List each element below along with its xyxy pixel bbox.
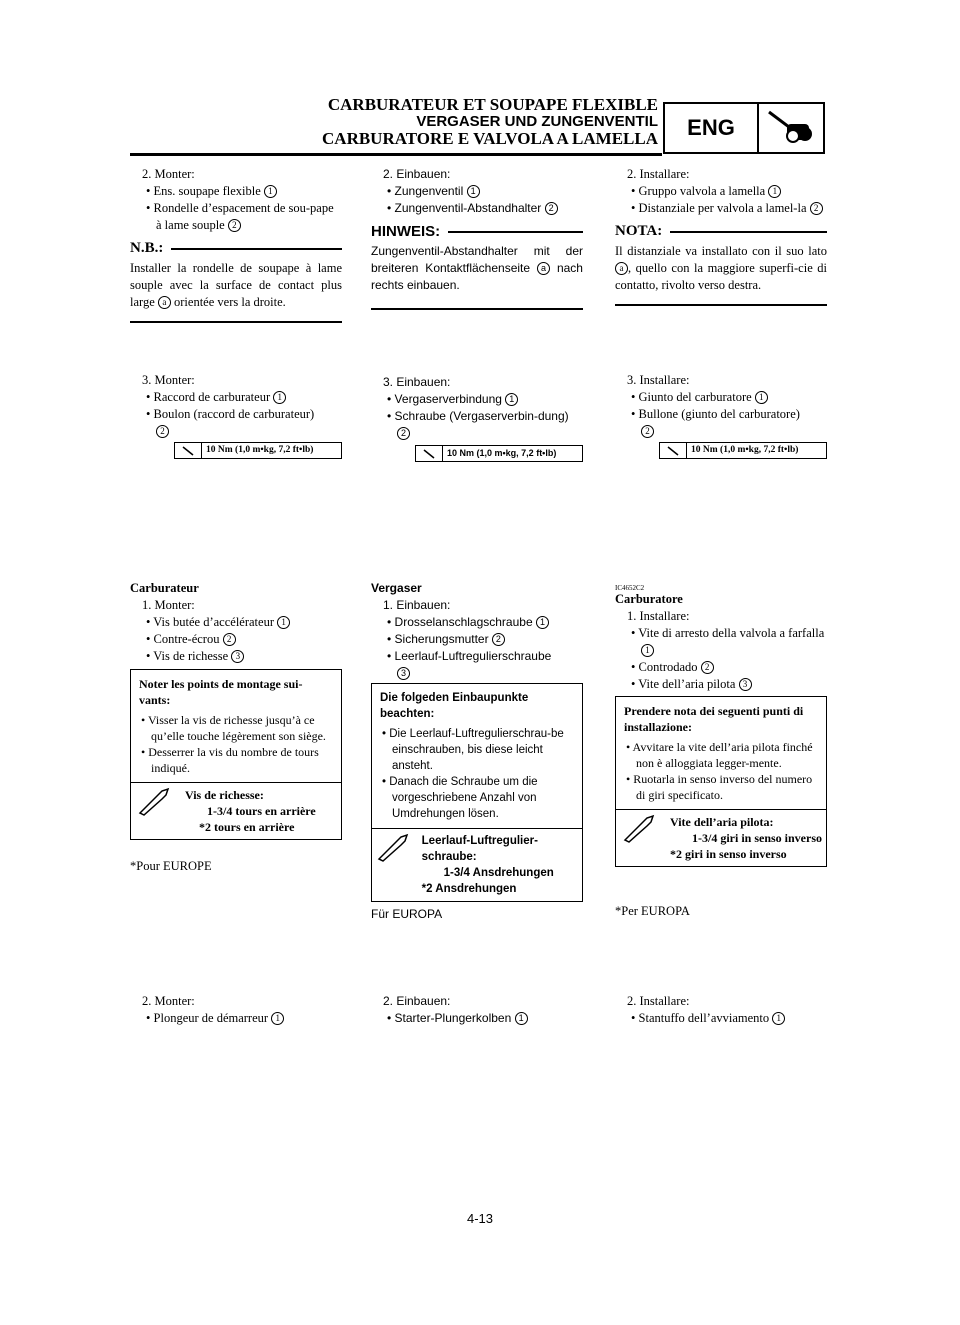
fr-carb-item3: • Vis de richesse 3 — [130, 648, 342, 665]
it-step2-title: 2. Installare: — [627, 167, 690, 181]
de-note-heading: HINWEIS: — [371, 223, 583, 240]
it-step3-title: 3. Installare: — [627, 373, 690, 387]
de-box-bullet1: • Die Leerlauf-Luftregulierschrau-be einschrauben, bis diese leicht ansteht. — [382, 728, 564, 772]
de-note-text: Zungenventil-Abstandhalter mit der breiteren Kontaktflächenseite a nach rechts einbauen. — [371, 244, 583, 292]
it-carburetor-section — [615, 591, 827, 693]
fr-carb-step1-title: 1. Monter: — [142, 598, 195, 612]
header-rule — [130, 153, 662, 156]
fr-step3 — [130, 372, 342, 440]
it-note-text: Il distanziale va installato con il suo lato a , quello con la maggiore superfi-cie di contatto, rivolto verso destra. — [615, 244, 827, 292]
de-box-value-label: Leerlauf-Luftregulier-schraube: — [421, 835, 538, 863]
it-torque-value: 10 Nm (1,0 m•kg, 7,2 ft•lb) — [691, 445, 799, 455]
it-step3-item2: • Bullone (giunto del carburatore) 2 — [631, 407, 800, 436]
de-torque-spec — [415, 445, 583, 462]
de-box-value-2: *2 Ansdrehungen — [421, 883, 517, 895]
de-step2-plunger — [371, 993, 583, 1027]
engine-wrench-icon — [759, 104, 823, 152]
screwdriver-icon — [616, 810, 666, 866]
fr-note-end-rule — [130, 321, 342, 323]
title-italian: CARBURATORE E VALVOLA A LAMELLA — [322, 129, 658, 148]
fr-carb-item2: • Contre-écrou 2 — [130, 631, 342, 648]
fr-step3-item1: • Raccord de carburateur 1 — [130, 389, 342, 406]
fr-footnote: *Pour EUROPE — [130, 859, 212, 873]
de-c2-item1: • Starter-Plungerkolben 1 — [371, 1010, 583, 1027]
torque-wrench-icon — [660, 443, 687, 458]
fr-step3-item2: • Boulon (raccord de carburateur) 2 — [146, 407, 315, 436]
it-box-heading: Prendere nota dei seguenti punti di installazione: — [624, 704, 804, 734]
fr-box-value-label: Vis de richesse: — [185, 788, 264, 802]
fr-carb-item1: • Vis butée d’accélérateur 1 — [130, 614, 342, 631]
it-carb-item3: • Vite dell’aria pilota 3 — [615, 676, 827, 693]
it-box-value-1: 1-3/4 giri in senso inverso — [692, 831, 823, 845]
de-box-bullet2: • Danach die Schraube um die vorgeschriebene Anzahl von Umdrehungen lösen. — [382, 776, 538, 820]
fr-c2-title: 2. Monter: — [142, 994, 195, 1008]
column-italian-upper — [615, 166, 827, 306]
it-step2-item1: • Gruppo valvola a lamella 1 — [615, 183, 827, 200]
fr-torque-value: 10 Nm (1,0 m•kg, 7,2 ft•lb) — [206, 445, 314, 455]
it-box-value-2: *2 giri in senso inverso — [670, 847, 787, 861]
fr-box-value-2: *2 tours en arrière — [199, 820, 295, 834]
torque-wrench-icon — [416, 446, 443, 461]
it-note-heading: NOTA: — [615, 223, 827, 240]
de-carb-title: Vergaser — [371, 581, 422, 595]
it-step3-item1: • Giunto del carburatore 1 — [615, 389, 827, 406]
title-german: VERGASER UND ZUNGENVENTIL — [416, 113, 658, 130]
de-c2-title: 2. Einbauen: — [383, 994, 451, 1008]
it-ref-code: IC4652C2 — [615, 584, 645, 592]
fr-step2-title: 2. Monter: — [142, 167, 195, 181]
de-note-end-rule — [371, 308, 583, 310]
de-step3-item1: • Vergaserverbindung 1 — [371, 391, 583, 408]
fr-note-heading: N.B.: — [130, 240, 342, 257]
it-carb-item1: • Vite di arresto della valvola a farfalla 1 — [631, 626, 825, 655]
it-instruction-box — [615, 696, 827, 867]
fr-step2-item2: • Rondelle d’espacement de sou-pape à lame souple 2 — [146, 201, 334, 232]
section-label: ENG — [665, 104, 759, 152]
fr-note-text: Installer la rondelle de soupape à lame souple avec la surface de contact plus large a orientée vers la droite. — [130, 261, 342, 309]
de-carb-item1: • Drosselanschlagschraube 1 — [371, 614, 583, 631]
it-torque-spec — [659, 442, 827, 459]
de-step3 — [371, 374, 583, 442]
de-step2-item2: • Zungenventil-Abstandhalter 2 — [371, 200, 583, 217]
fr-carburetor-section — [130, 580, 342, 665]
column-german-upper — [371, 166, 583, 310]
fr-instruction-box — [130, 669, 342, 840]
column-french-upper — [130, 166, 342, 323]
it-carb-step1-title: 1. Installare: — [627, 609, 690, 623]
fr-box-value-1: 1-3/4 tours en arrière — [207, 804, 316, 818]
page-number: 4-13 — [466, 1211, 494, 1226]
title-french: CARBURATEUR ET SOUPAPE FLEXIBLE — [327, 95, 658, 114]
de-step2-item1: • Zungenventil 1 — [371, 183, 583, 200]
it-c2-title: 2. Installare: — [627, 994, 690, 1008]
it-carb-item2: • Controdado 2 — [615, 659, 827, 676]
fr-step3-title: 3. Monter: — [142, 373, 195, 387]
section-tab — [663, 102, 825, 154]
fr-step2-plunger — [130, 993, 342, 1027]
de-carburetor-section — [371, 580, 583, 682]
de-footnote: Für EUROPA — [371, 907, 443, 921]
fr-box-heading: Noter les points de montage sui-vants: — [139, 677, 303, 707]
it-box-bullet1: • Avvitare la vite dell’aria pilota finché non è alloggiata legger-mente. — [626, 740, 813, 770]
fr-c2-item1: • Plongeur de démarreur 1 — [130, 1010, 342, 1027]
screwdriver-icon — [372, 829, 418, 901]
it-footnote: *Per EUROPA — [615, 904, 690, 918]
it-box-bullet2: • Ruotarla in senso inverso del numero di giri specificato. — [626, 772, 813, 802]
de-step3-item2: • Schraube (Vergaserverbin-dung) 2 — [387, 409, 569, 438]
de-carb-item2: • Sicherungsmutter 2 — [371, 631, 583, 648]
fr-torque-spec — [174, 442, 342, 459]
it-step2-item2: • Distanziale per valvola a lamel-la 2 — [615, 200, 827, 217]
de-carb-item3: • Leerlauf-Luftregulierschraube 3 — [387, 649, 552, 678]
it-note-end-rule — [615, 304, 827, 306]
de-torque-value: 10 Nm (1,0 m•kg, 7,2 ft•lb) — [447, 448, 557, 458]
it-step3 — [615, 372, 827, 440]
fr-box-bullet2: • Desserrer la vis du nombre de tours indiqué. — [141, 745, 319, 775]
torque-wrench-icon — [175, 443, 202, 458]
fr-carb-title: Carburateur — [130, 581, 199, 595]
de-step2-title: 2. Einbauen: — [383, 167, 451, 181]
it-c2-item1: • Stantuffo dell’avviamento 1 — [615, 1010, 827, 1027]
fr-box-bullet1: • Visser la vis de richesse jusqu’à ce qu’elle touche légèrement son siège. — [141, 713, 326, 743]
it-step2-plunger — [615, 993, 827, 1027]
de-box-heading: Die folgeden Einbaupunkte beachten: — [380, 692, 529, 720]
de-instruction-box — [371, 683, 583, 902]
de-carb-step1-title: 1. Einbauen: — [383, 598, 451, 612]
screwdriver-icon — [131, 783, 181, 839]
de-box-value-1: 1-3/4 Ansdrehungen — [443, 867, 554, 879]
it-carb-title: Carburatore — [615, 592, 683, 606]
fr-step2-item1: • Ens. soupape flexible 1 — [130, 183, 342, 200]
it-box-value-label: Vite dell’aria pilota: — [670, 815, 774, 829]
de-step3-title: 3. Einbauen: — [383, 375, 451, 389]
